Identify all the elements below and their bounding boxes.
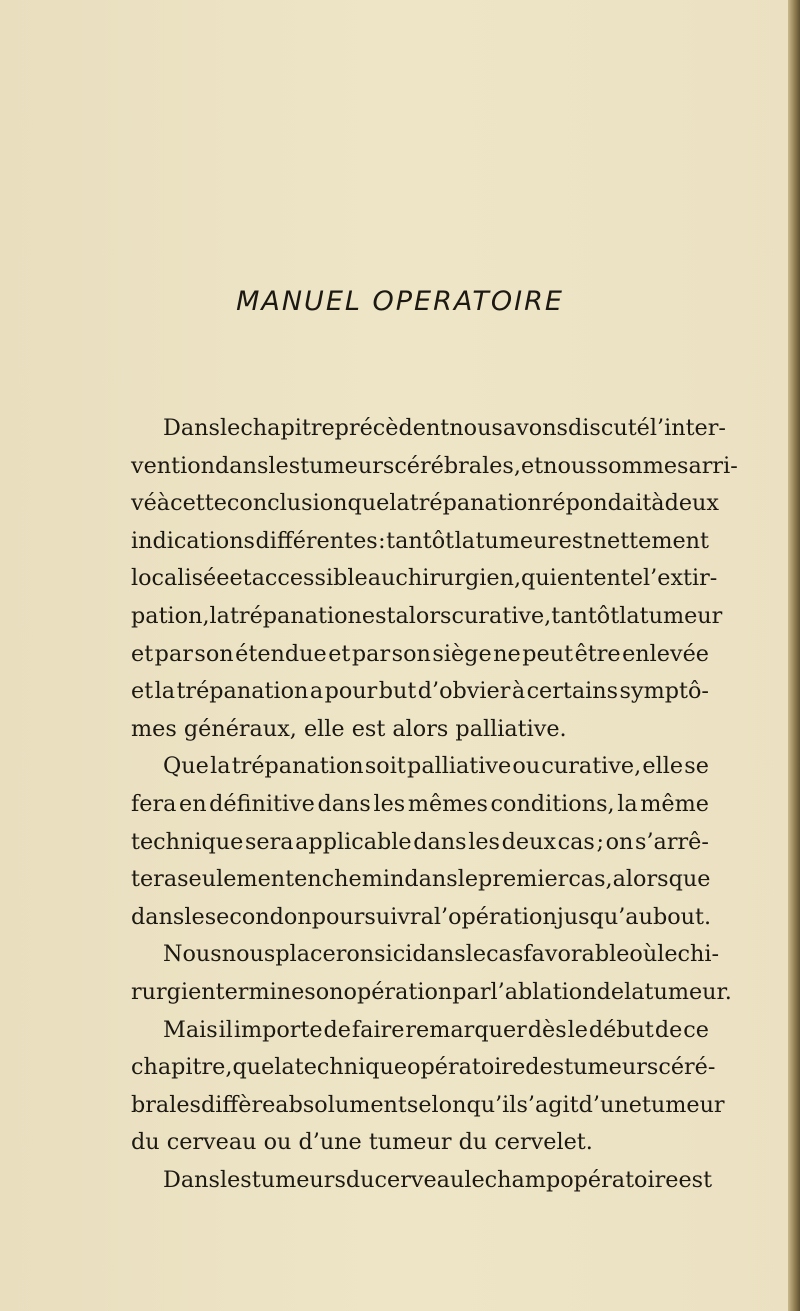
page-edge (788, 0, 800, 1311)
running-head: MANUEL OPERATOIRE (236, 286, 564, 317)
text-line: technique sera applicable dans les deux cas ; on s’arrê- (131, 828, 709, 855)
text-line: Mais il importe de faire remarquer dès le début de ce (163, 1016, 709, 1043)
text-line: localisée et accessible au chirurgien, qui en tente l’extir- (131, 565, 718, 592)
text-line: brales diffère absolument selon qu’il s’agit d’une tumeur (131, 1091, 725, 1118)
text-line: dans le second on poursuivra l’opération jusqu’au bout. (131, 903, 712, 930)
text-line: du cerveau ou d’une tumeur du cervelet. (131, 1129, 593, 1156)
text-line: Dans le chapitre précèdent nous avons discuté l’inter- (163, 415, 726, 441)
text-line: indications différentes : tantôt la tumeur est nettement (131, 527, 709, 554)
text-line: fera en définitive dans les mêmes conditions, la même (131, 790, 709, 817)
text-line: rurgien termine son opération par l’ablation de la tumeur. (131, 978, 732, 1005)
text-line: Nous nous placerons ici dans le cas favorable où le chi- (163, 941, 720, 968)
text-line: mes généraux, elle est alors palliative. (131, 715, 567, 742)
text-line: tera seulement en chemin dans le premier cas, alors que (131, 866, 711, 893)
text-line: Que la trépanation soit palliative ou curative, elle se (163, 753, 709, 780)
text-line: et par son étendue et par son siège ne peut être enlevée (131, 640, 709, 667)
text-line: Dans les tumeurs du cerveau le champ opératoire est (163, 1166, 713, 1193)
text-line: et la trépanation a pour but d’obvier à certains symptô- (131, 678, 709, 705)
text-line: vé à cette conclusion que la trépanation répondait à deux (131, 490, 719, 517)
body-text (131, 410, 738, 1199)
text-line: chapitre, que la technique opératoire des tumeurs céré- (131, 1054, 716, 1081)
text-line: pation, la trépanation est alors curative, tantôt la tumeur (131, 602, 723, 629)
text-line: vention dans les tumeurs cérébrales, et nous sommes arri- (131, 452, 738, 479)
